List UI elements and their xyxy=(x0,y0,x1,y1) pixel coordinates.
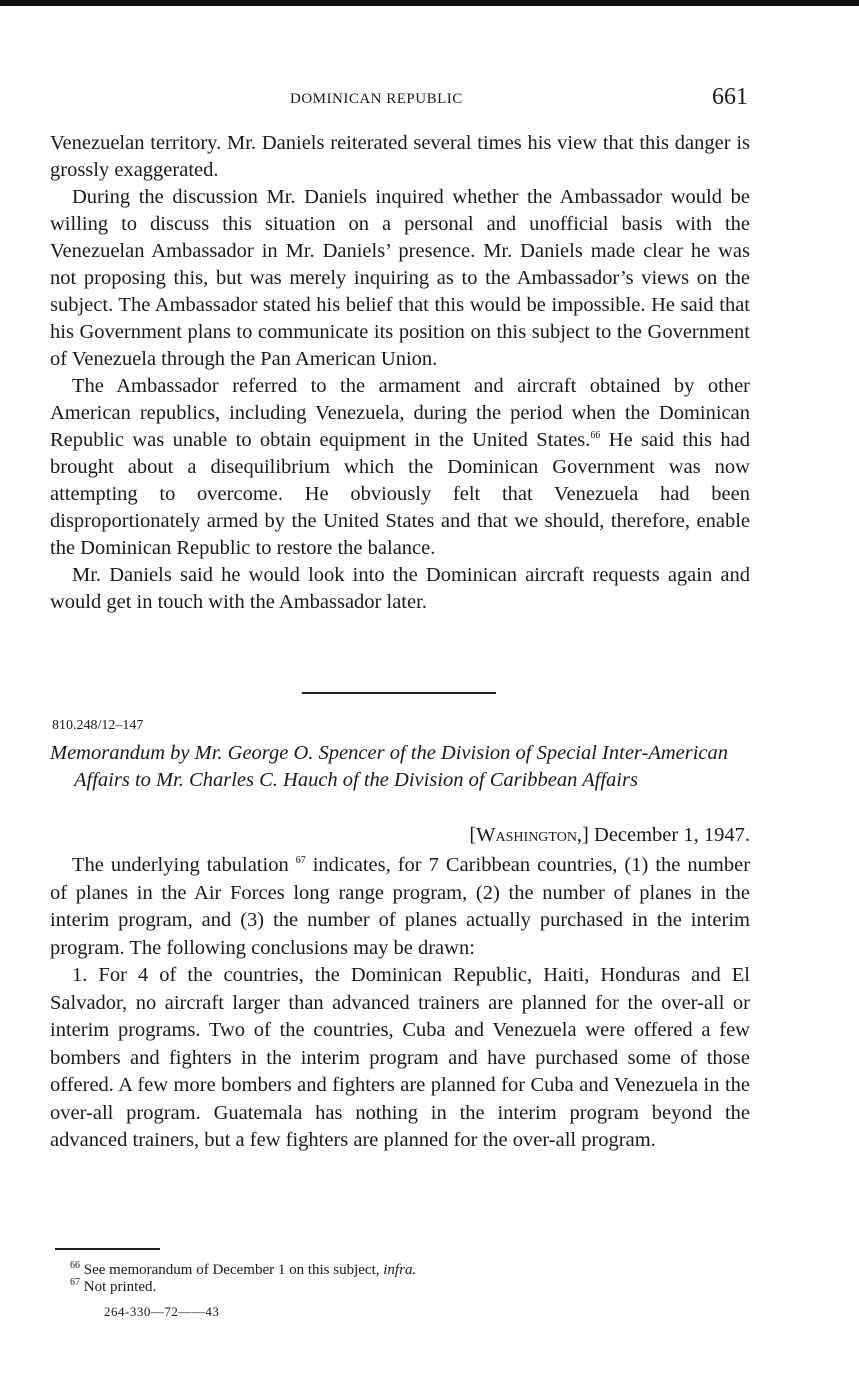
paragraph xyxy=(50,373,750,562)
paragraph: Mr. Daniels said he would look into the Dominican aircraft requests again and would get in touch with the Ambassador later. xyxy=(50,564,750,613)
footnote-divider xyxy=(55,1248,160,1250)
footnote-text: See memorandum of December 1 on this subject, xyxy=(83,1262,380,1278)
paragraph-text: He said this had brought about a disequilibrium which the Dominican Government was now attempting to overcome. He obviously felt that Venezuela had been disproportionately armed by the United States and that we should, therefore, enable the Dominican Republic to restore the balance. xyxy=(50,429,750,559)
footnote-ref[interactable]: 67 xyxy=(295,855,306,867)
date-place: [Washington,] xyxy=(469,824,589,846)
footnote-italic: infra. xyxy=(383,1262,417,1278)
footnote-ref[interactable]: 66 xyxy=(590,430,601,442)
date: December 1, 1947. xyxy=(594,824,750,846)
memo-body xyxy=(50,852,750,1155)
page-number: 661 xyxy=(712,84,748,110)
section-divider xyxy=(302,692,496,694)
paragraph xyxy=(50,852,750,962)
paragraph-text: indicates, for 7 Caribbean countries, (1) the number of planes in the Air Forces long range program, (2) the number of planes in the interim program, and (3) the number of planes actually purchased in the interim program. The following conclusions may be drawn: xyxy=(50,854,751,959)
continued-memo-text xyxy=(50,130,750,616)
dateline xyxy=(50,822,750,849)
paragraph-text: The Ambassador referred to the armament and aircraft obtained by other American republics, including Venezuela, during the period when the Dominican Republic was unable to obtain equipment in the United States. xyxy=(50,375,750,451)
printer-mark: 264-330—72——43 xyxy=(104,1304,220,1319)
footnote-number: 66 xyxy=(70,1260,80,1271)
memo-title: Memorandum by Mr. George O. Spencer of the Division of Special Inter-American Affairs to Mr. Charles C. Hauch of the Division of Caribbean Affairs xyxy=(50,742,729,791)
footnotes xyxy=(70,1262,750,1296)
paragraph-text: The underlying tabulation xyxy=(72,854,289,876)
page-top-edge xyxy=(0,0,859,6)
paragraph: Venezuelan territory. Mr. Daniels reiterated several times his view that this danger is grossly exaggerated. xyxy=(50,132,750,181)
paragraph: During the discussion Mr. Daniels inquired whether the Ambassador would be willing to discuss this situation on a personal and unofficial basis with the Venezuelan Ambassador in Mr. Daniels’ presence. Mr. Daniels made clear he was not proposing this, but was merely inquiring as to the Ambassador’s views on the subject. The Ambassador stated his belief that this would be impossible. He said that his Government plans to communicate its position on this subject to the Government of Venezuela through the Pan American Union. xyxy=(50,186,750,370)
footnote-text: Not printed. xyxy=(83,1279,157,1295)
file-number: 810.248/12–147 xyxy=(52,718,144,733)
footnote xyxy=(70,1279,750,1296)
footnote-number: 67 xyxy=(70,1277,80,1288)
running-head: DOMINICAN REPUBLIC xyxy=(290,91,463,107)
footnote xyxy=(70,1262,750,1279)
paragraph: 1. For 4 of the countries, the Dominican Republic, Haiti, Honduras and El Salvador, no aircraft larger than advanced trainers are planned for the over-all or interim programs. Two of the countries, Cuba and Venezuela were offered a few bombers and fighters in the interim program and have purchased some of those offered. A few more bombers and fighters are planned for Cuba and Venezuela in the over-all program. Guatemala has nothing in the interim program beyond the advanced trainers, but a few fighters are planned for the over-all program. xyxy=(50,964,750,1151)
page-header xyxy=(50,84,750,116)
